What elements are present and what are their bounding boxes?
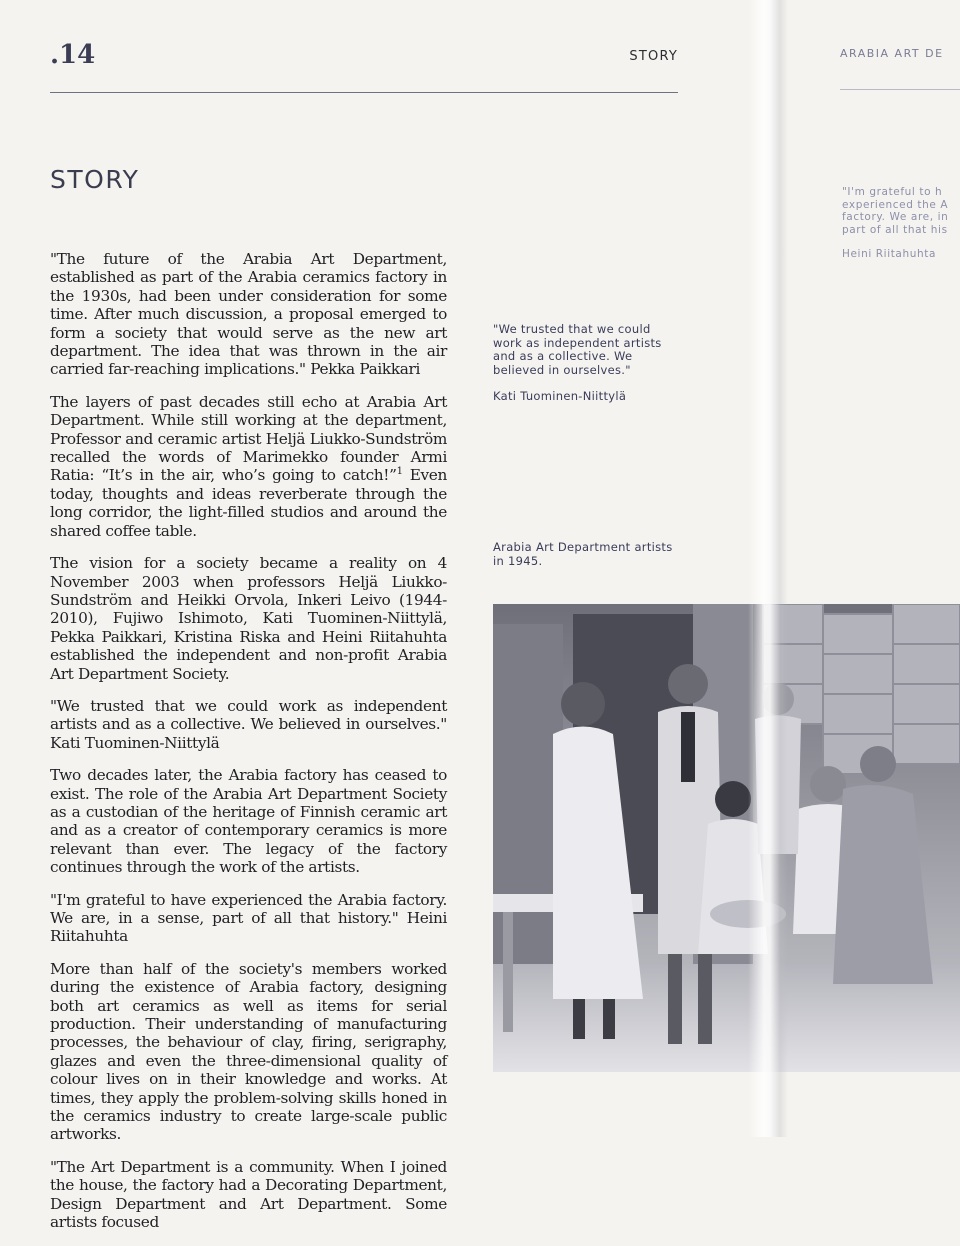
section-label: STORY [629,49,678,64]
facing-page-rule [840,89,960,90]
pull-quote-author: Kati Tuominen-Niittylä [493,389,627,404]
page-title: STORY [50,165,140,194]
paragraph-6: "I'm grateful to have experienced the Arabia factory. We are, in a sense, part of all that history." Heini Riitahuhta [50,890,447,946]
photo-caption: Arabia Art Department artists in 1945. [493,540,673,568]
pull-quote [493,323,683,404]
facing-page [786,0,960,1137]
paragraph-1: "The future of the Arabia Art Department, established as part of the Arabia ceramics factory in the 1930s, had been under consideration for some time. After much discussion, a proposal emerged to form a society that would serve as the new art department. The idea that was thrown in the air carried far-reaching implications." Pekka Paikkari [50,250,447,379]
paragraph-3: The vision for a society became a reality on 4 November 2003 when professors Heljä Liukko-Sundström and Heikki Orvola, Inkeri Leivo (1944-2010), Fujiwo Ishimoto, Kati Tuominen-Niittylä, Pekka Paikkari, Kristina Riska and Heini Riitahuhta established the independent and non-profit Arabia Art Department Society. [50,554,447,683]
facing-quote-line-1: "I'm grateful to h [842,186,943,198]
paragraph-4: "We trusted that we could work as independent artists and as a collective. We believed in ourselves." Kati Tuominen-Niittylä [50,696,447,752]
facing-quote-line-4: part of all that his [842,223,948,236]
paragraph-2 [50,393,447,540]
header-rule [50,92,678,93]
body-column [50,250,447,1246]
facing-quote-author: Heini Riitahuhta [842,248,936,260]
facing-quote-line-2: experienced the A [842,198,949,211]
page-number: .14 [50,40,96,70]
paragraph-2-tail: Even today, thoughts and ideas reverberate through the long corridor, the light-filled studios and around the shared coffee table. [50,466,448,540]
pull-quote-text: "We trusted that we could work as independent artists and as a collective. We believed in ourselves." [493,322,662,377]
paragraph-2-text: The layers of past decades still echo at Arabia Art Department. While still working at the department, Professor and ceramic artist Heljä Liukko-Sundström recalled the words of Marimekko founder Armi Ratia: “It’s in the air, who’s going to catch!” [50,392,447,485]
paragraph-5: Two decades later, the Arabia factory has ceased to exist. The role of the Arabia Art Department Society as a custodian of the heritage of Finnish ceramic art and as a creator of contemporary ceramics is more relevant than ever. The legacy of the factory continues through the work of the artists. [50,766,447,877]
paragraph-8: "The Art Department is a community. When I joined the house, the factory had a Decorating Department, Design Department and Art Department. Some artists focused [50,1157,447,1232]
footnote-marker: 1 [396,466,403,478]
paragraph-7: More than half of the society's members worked during the existence of Arabia factory, designing both art ceramics as well as items for serial production. Their understanding of manufacturing processes, the behaviour of clay, firing, serigraphy, glazes and even the three-dimensional quality of colour lives on in their knowledge and works. At times, they apply the problem-solving skills honed in the ceramics industry to create large-scale public artworks. [50,959,447,1144]
facing-quote-line-3: factory. We are, in [842,211,949,223]
facing-page-quote [842,186,960,261]
facing-page-header: ARABIA ART DE [840,47,944,60]
